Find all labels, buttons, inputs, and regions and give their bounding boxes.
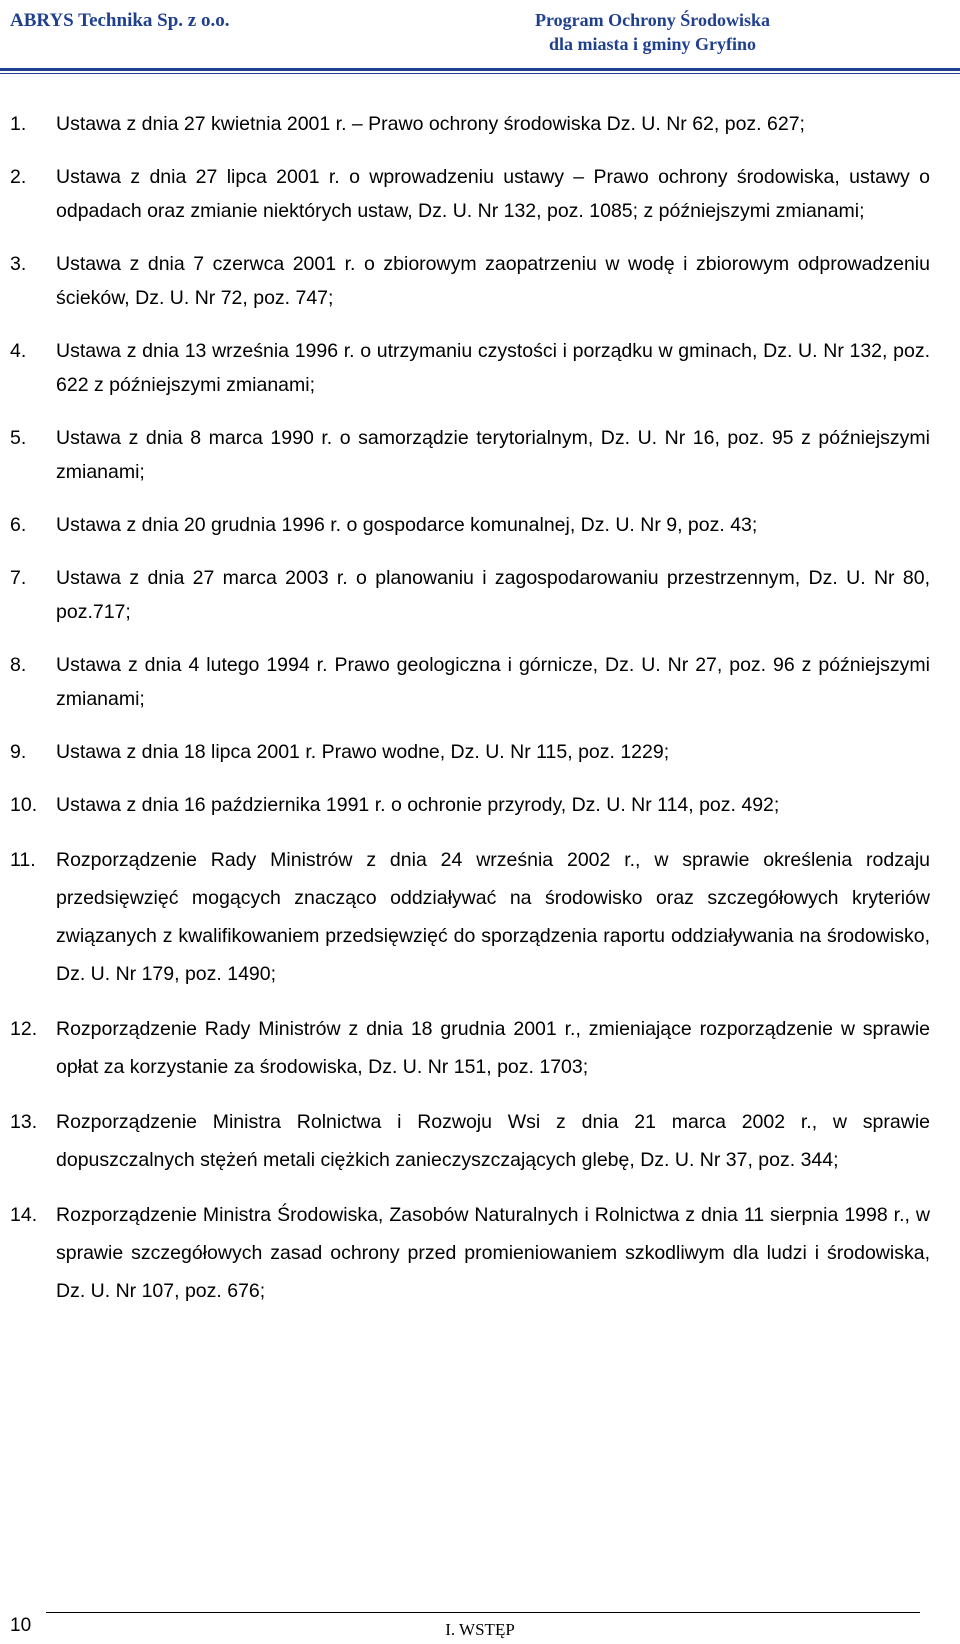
item-text: Ustawa z dnia 16 października 1991 r. o ochronie przyrody, Dz. U. Nr 114, poz. 492; xyxy=(56,794,780,816)
item-number: 6. xyxy=(10,514,27,536)
item-number: 14. xyxy=(10,1204,38,1226)
header-rule-thick xyxy=(0,68,960,71)
list-item xyxy=(10,735,930,769)
list-item xyxy=(10,648,930,716)
item-text: Ustawa z dnia 20 grudnia 1996 r. o gospodarce komunalnej, Dz. U. Nr 9, poz. 43; xyxy=(56,514,758,536)
item-text: Ustawa z dnia 18 lipca 2001 r. Prawo wodne, Dz. U. Nr 115, poz. 1229; xyxy=(56,741,670,763)
item-text: Ustawa z dnia 4 lutego 1994 r. Prawo geologiczna i górnicze, Dz. U. Nr 27, poz. 96 z późniejszymi zmianami; xyxy=(56,654,930,710)
footer-rule xyxy=(46,1612,920,1613)
program-title-line1: Program Ochrony Środowiska xyxy=(534,10,770,30)
page-header xyxy=(0,0,960,70)
list-item xyxy=(10,841,930,993)
item-number: 9. xyxy=(10,741,27,763)
program-title-line2: dla miasta i gminy Gryfino xyxy=(548,34,756,54)
item-text: Ustawa z dnia 7 czerwca 2001 r. o zbiorowym zaopatrzeniu w wodę i zbiorowym odprowadzeniu ścieków, Dz. U. Nr 72, poz. 747; xyxy=(56,253,930,309)
item-text: Ustawa z dnia 27 kwietnia 2001 r. – Prawo ochrony środowiska Dz. U. Nr 62, poz. 627; xyxy=(56,113,805,135)
item-number: 8. xyxy=(10,654,27,676)
item-text: Ustawa z dnia 27 marca 2003 r. o planowaniu i zagospodarowaniu przestrzennym, Dz. U. Nr 80, poz.717; xyxy=(56,567,930,623)
item-text: Ustawa z dnia 8 marca 1990 r. o samorządzie terytorialnym, Dz. U. Nr 16, poz. 95 z późniejszymi zmianami; xyxy=(56,427,930,483)
list-item xyxy=(10,107,930,141)
item-number: 5. xyxy=(10,427,27,449)
item-text: Rozporządzenie Ministra Rolnictwa i Rozwoju Wsi z dnia 21 marca 2002 r., w sprawie dopuszczalnych stężeń metali ciężkich zanieczyszczających glebę, Dz. U. Nr 37, poz. 344; xyxy=(56,1111,930,1171)
item-number: 11. xyxy=(10,849,36,871)
item-text: Rozporządzenie Rady Ministrów z dnia 24 września 2002 r., w sprawie określenia rodzaju przedsięwzięć mogących znacząco oddziaływać na środowisko oraz szczegółowych kryteriów związanych z kwalifikowaniem przedsięwzięć do sporządzenia raportu oddziaływania na środowisko, Dz. U. Nr 179, poz. 1490; xyxy=(56,849,930,985)
item-text: Rozporządzenie Ministra Środowiska, Zasobów Naturalnych i Rolnictwa z dnia 11 sierpnia 1998 r., w sprawie szczegółowych zasad ochrony przed promieniowaniem szkodliwym dla ludzi i środowiska, Dz. U. Nr 107, poz. 676; xyxy=(56,1204,930,1302)
list-item xyxy=(10,421,930,489)
item-text: Ustawa z dnia 27 lipca 2001 r. o wprowadzeniu ustawy – Prawo ochrony środowiska, ustawy o odpadach oraz zmianie niektórych ustaw, Dz. U. Nr 132, poz. 1085; z późniejszymi zmianami; xyxy=(56,166,930,222)
item-number: 4. xyxy=(10,340,27,362)
header-rule-thin xyxy=(0,73,960,74)
page-number: 10 xyxy=(10,1615,32,1636)
item-text: Rozporządzenie Rady Ministrów z dnia 18 grudnia 2001 r., zmieniające rozporządzenie w sprawie opłat za korzystanie za środowiska, Dz. U. Nr 151, poz. 1703; xyxy=(56,1018,930,1078)
item-number: 7. xyxy=(10,567,27,589)
item-number: 12. xyxy=(10,1018,38,1040)
company-name: ABRYS Technika Sp. z o.o. xyxy=(10,10,230,31)
chapter-title: I. WSTĘP xyxy=(445,1620,515,1639)
list-item xyxy=(10,561,930,629)
item-number: 10. xyxy=(10,794,38,816)
item-number: 13. xyxy=(10,1111,38,1133)
program-title xyxy=(535,8,770,56)
list-item xyxy=(10,788,930,822)
item-number: 2. xyxy=(10,166,27,188)
item-text: Ustawa z dnia 13 września 1996 r. o utrzymaniu czystości i porządku w gminach, Dz. U. Nr 132, poz. 622 z późniejszymi zmianami; xyxy=(56,340,930,396)
item-number: 1. xyxy=(10,113,27,135)
legal-acts-list xyxy=(10,107,930,1327)
list-item xyxy=(10,334,930,402)
list-item xyxy=(10,1103,930,1179)
item-number: 3. xyxy=(10,253,27,275)
list-item xyxy=(10,1010,930,1086)
list-item xyxy=(10,1196,930,1310)
list-item xyxy=(10,247,930,315)
list-item xyxy=(10,160,930,228)
list-item xyxy=(10,508,930,542)
